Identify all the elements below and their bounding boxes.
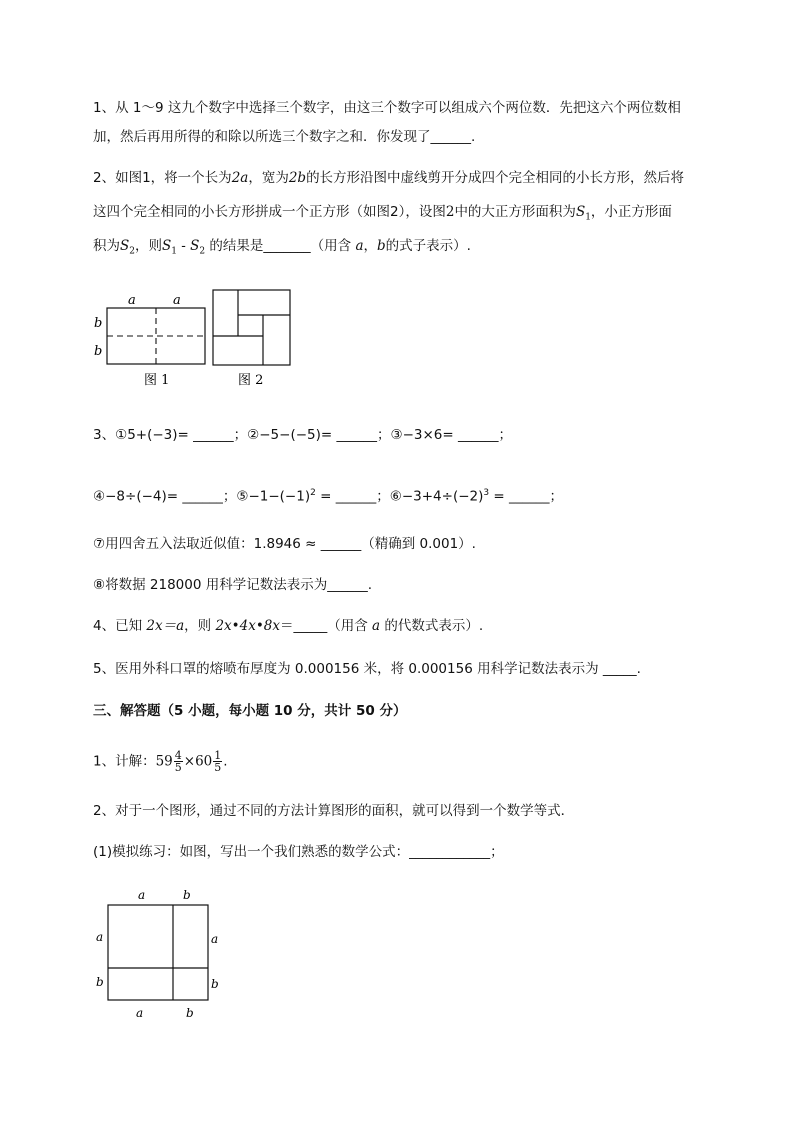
q4-expr: 2x＝a [146, 618, 185, 634]
q4-text: ＝_____（用含 [280, 618, 373, 634]
comma: ， [363, 238, 378, 254]
q3-text: = ______；⑥−3+4÷(−2) [315, 488, 484, 505]
fig3-label-bottom-b: b [186, 1006, 194, 1020]
q4-expr: 2x•4x•8x [215, 618, 280, 634]
q2-length: 2a [231, 170, 249, 186]
q5-line: 5、医用外科口罩的熔喷布厚度为 0.000156 米，将 0.000156 用科学记数法表示为 _____. [93, 661, 641, 677]
fraction-denominator: 5 [174, 761, 182, 774]
q2-line-2 [93, 202, 672, 228]
q4-text: ，则 [184, 618, 216, 634]
q2-text: ，则 [134, 238, 162, 254]
q2-text: ，宽为 [248, 170, 289, 186]
fig3-label-right-a: a [211, 932, 219, 946]
fraction [213, 750, 222, 773]
fig3-square [108, 905, 208, 1000]
expr-s2: S [190, 238, 200, 254]
var-b: b [377, 238, 386, 254]
fraction-numerator: 4 [174, 749, 182, 762]
s2-symbol: S [120, 238, 130, 254]
fig1-label-a: a [173, 293, 181, 308]
fig2-caption: 图 2 [238, 373, 264, 388]
q2-text: ，小正方形面 [590, 204, 672, 220]
fig3-label-left-b: b [96, 975, 104, 989]
q2-text: 的长方形沿图中虚线剪开分成四个完全相同的小长方形，然后将 [306, 170, 685, 186]
expr-minus: - [176, 238, 191, 254]
q2-text: 2、如图1，将一个长为 [93, 170, 232, 186]
figure-1-and-2 [88, 286, 303, 390]
times-sign: × [183, 753, 196, 770]
s1-end: . [223, 753, 228, 770]
q3-row-3: ⑦用四舍五入法取近似值：1.8946 ≈ ______（精确到 0.001）. [93, 536, 476, 552]
q2-text: 积为 [93, 238, 120, 254]
q3-exponent: 2 [310, 488, 316, 498]
fraction-numerator: 1 [214, 749, 222, 762]
q2-fig-number: 2 [445, 204, 455, 220]
fig3-label-top-a: a [138, 888, 146, 902]
fig1-label-b: b [94, 344, 103, 359]
s1-subscript: 1 [585, 212, 591, 223]
s1-symbol: S [575, 204, 586, 220]
q1-line-1: 1、从 1～9 这九个数字中选择三个数字，由这三个数字可以组成六个两位数．先把这六个两位数相 [93, 100, 681, 116]
q3-text: ④−8÷(−4)= ______；⑤−1−(−1) [93, 488, 311, 505]
fig3-label-right-b: b [211, 977, 219, 991]
q3-row-4: ⑧将数据 218000 用科学记数法表示为______. [93, 577, 373, 593]
q4-var: a [372, 618, 381, 634]
fraction-denominator: 5 [214, 761, 222, 774]
s1-text: 1、计解： [93, 753, 156, 770]
figure-3 [88, 885, 228, 1025]
q2-text: 这四个完全相同的小长方形拼成一个正方形（如图2），设图 [93, 204, 446, 220]
fraction [174, 750, 183, 773]
figure-2 [213, 290, 290, 388]
fig1-label-b: b [94, 316, 103, 331]
q3-text: = ______； [489, 488, 564, 505]
expr-s1: S [161, 238, 172, 254]
mixed-number-whole: 59 [155, 753, 173, 770]
q3-row-2 [93, 483, 563, 507]
section-3-heading: 三、解答题（5 小题，每小题 10 分，共计 50 分） [93, 703, 407, 719]
q2-text: 中的大正方形面积为 [454, 204, 576, 220]
s1-line [93, 750, 228, 773]
q2-line-3 [93, 236, 471, 262]
q3-exponent: 3 [483, 488, 490, 498]
figure-1 [94, 293, 205, 388]
mixed-number-whole: 60 [195, 753, 213, 770]
q2-text: 的式子表示）. [385, 238, 471, 254]
s2-line-2: (1)模拟练习：如图，写出一个我们熟悉的数学公式：____________； [93, 844, 504, 860]
s2-line-1: 2、对于一个图形，通过不同的方法计算图形的面积，就可以得到一个数学等式． [93, 803, 575, 819]
expr-s2-sub: 2 [199, 246, 206, 257]
fig3-label-left-a: a [96, 930, 104, 944]
q2-text: 的结果是_______（用含 [205, 238, 352, 254]
expr-s1-sub: 1 [171, 246, 177, 257]
q4-line [93, 616, 483, 636]
fig3-label-top-b: b [183, 888, 191, 902]
fig1-label-a: a [128, 293, 136, 308]
q4-text: 的代数式表示）. [380, 618, 484, 634]
s2-subscript: 2 [129, 246, 135, 257]
q2-width: 2b [288, 170, 307, 186]
fig3-label-bottom-a: a [136, 1006, 144, 1020]
q1-line-2: 加，然后再用所得的和除以所选三个数字之和．你发现了______. [93, 129, 476, 145]
q4-text: 4、已知 [93, 618, 147, 634]
q3-row-1: 3、①5+(−3)= ______；②−5−(−5)= ______；③−3×6= ______； [93, 427, 512, 443]
fig2-outer-square [213, 290, 290, 365]
q2-line-1 [93, 168, 684, 188]
var-a: a [355, 238, 364, 254]
fig1-caption: 图 1 [144, 373, 170, 388]
